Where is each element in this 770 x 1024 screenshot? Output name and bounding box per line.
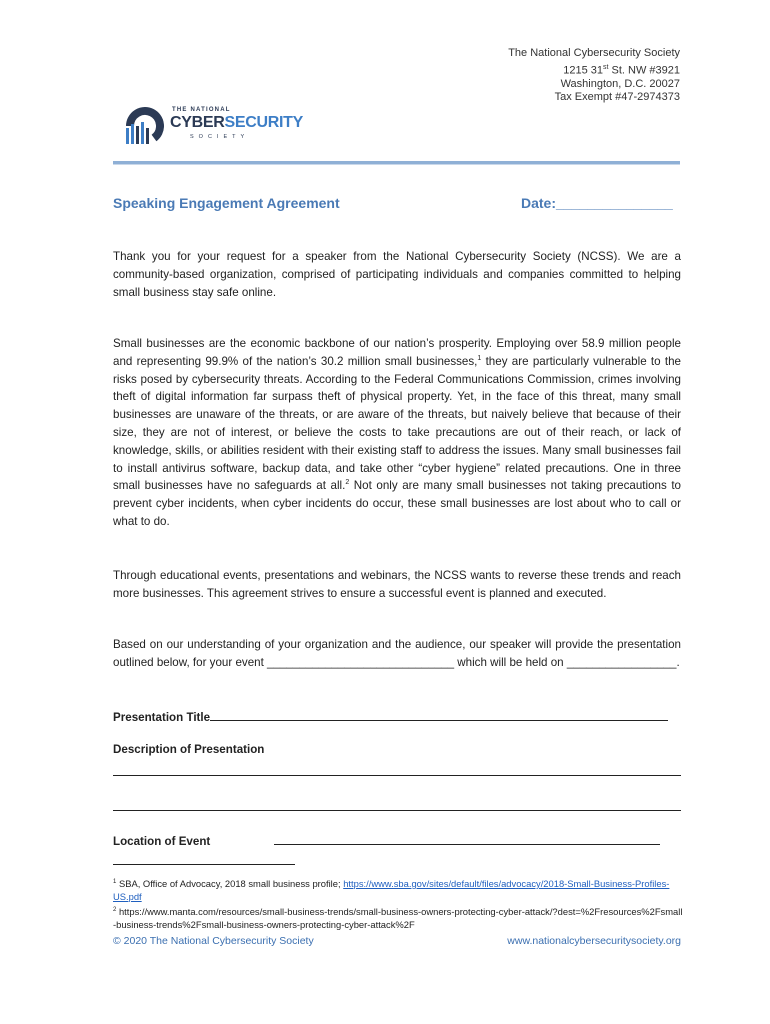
footnote-1: $^1$ SBA, Office of Advocacy, 2018 small business profile; https://www.sba.gov/sites/default/files/advocacy/2018-Small-Business-Profiles-US.pdf <box>113 878 670 903</box>
footnote-ref-2: 2 <box>345 479 350 487</box>
intro-paragraph: Thank you for your request for a speaker from the National Cybersecurity Society (NCSS). We are a community-based organization, comprised of participating individuals and companies committed to helping small business stay safe online. <box>113 250 681 299</box>
logo-text-society: SOCIETY <box>190 134 250 140</box>
presentation-title-field <box>113 708 668 724</box>
location-field <box>113 832 660 848</box>
logo-text-the-national: THE NATIONAL <box>172 107 231 113</box>
description-line-1[interactable] <box>113 775 681 776</box>
event-date-blank[interactable]: _________________ <box>566 655 677 669</box>
small-business-paragraph: Small businesses are the economic backbone of our nation’s prosperity. Employing over 58.9 million people and representing 99.9% of the nation’s 30.2 million small businesses,$^1$ they are particularly vulnerable to the risks posed by cybersecurity threats. According to the Federal Communications Commission, crimes involving theft of digital information far surpass theft of physical property. Yet, in the face of this threat, many small businesses are unaware of the threats, or are aware of the threats, but naively believe that because of their size, they are not of interest, or believe the costs to take precautions are out of their reach, or lack of knowledge, skills, or abilities resident with their existing staff to address the issues. Many small businesses fail to install antivirus software, backup data, and take other “cyber hygiene” related precautions. One in three small businesses have no safeguards at all.$^2$ Not only are many small businesses not taking precautions to prevent cyber incidents, when cyber incidents do occur, these small businesses are lost about who to call or what to do. <box>113 337 681 528</box>
org-street: 1215 31st St. NW #3921 <box>563 63 680 77</box>
footnote-1-link[interactable]: https://www.sba.gov/sites/default/files/advocacy/2018-Small-Business-Profiles-US.pdf <box>113 878 670 903</box>
location-label: Location of Event <box>113 835 211 848</box>
location-line[interactable] <box>274 832 660 845</box>
description-label: Description of Presentation <box>113 743 265 756</box>
presentation-title-label: Presentation Title <box>113 711 211 724</box>
header-divider <box>113 161 680 165</box>
logo-mark-icon <box>124 104 166 148</box>
org-address-block <box>508 47 680 105</box>
event-paragraph: Based on our understanding of your organization and the audience, our speaker will provide the presentation outlined below, for your event _____________________________ which will be held on _________________. <box>113 638 681 669</box>
footer-website: www.nationalcybersecuritysociety.org <box>507 935 681 947</box>
event-name-blank[interactable]: _____________________________ <box>267 655 455 669</box>
footnote-ref-1: 1 <box>477 354 482 362</box>
presentation-title-line[interactable] <box>210 708 668 721</box>
ncss-logo <box>124 104 304 150</box>
logo-text-cybersecurity: CYBERSECURITY <box>170 114 304 131</box>
document-title: Speaking Engagement Agreement <box>113 195 340 211</box>
org-city: Washington, D.C. 20027 <box>560 77 680 90</box>
footnote-divider <box>113 864 295 865</box>
description-line-2[interactable] <box>113 810 681 811</box>
org-name: The National Cybersecurity Society <box>508 47 680 59</box>
org-tax-id: Tax Exempt #47-2974373 <box>554 91 680 104</box>
date-field: Date:_______________ <box>521 195 673 211</box>
footnote-2: $^2$ https://www.manta.com/resources/small-business-trends/small-business-owners-protecting-cyber-attack/?dest=%2Fresources%2Fsmall-business-trends%2Fsmall-business-owners-protecting-cyber-attack%2F <box>113 906 683 931</box>
footer-copyright: © 2020 The National Cybersecurity Society <box>113 935 314 947</box>
mission-paragraph: Through educational events, presentations and webinars, the NCSS wants to reverse these trends and reach more businesses. This agreement strives to ensure a successful event is planned and executed. <box>113 569 681 600</box>
